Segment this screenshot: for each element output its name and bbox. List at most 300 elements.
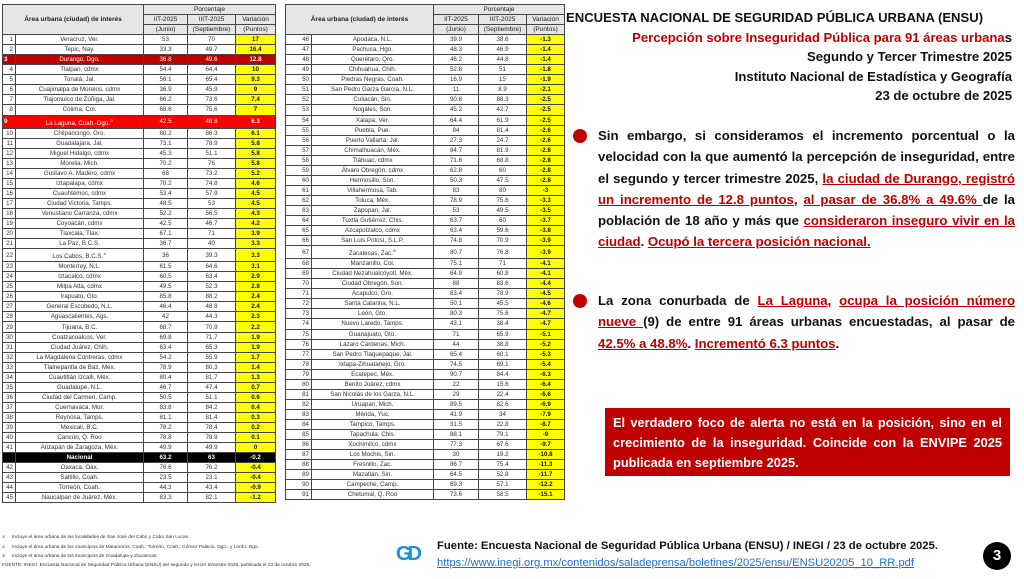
city-cell: Villahermosa, Tab.	[312, 185, 434, 195]
variation-cell: -4.1	[527, 259, 565, 269]
june-value-cell: 80.7	[434, 246, 479, 259]
city-cell: Tláhuac, cdmx	[312, 155, 434, 165]
june-value-cell: 62.8	[434, 165, 479, 175]
table-row	[286, 35, 565, 45]
rank-cell: 42	[3, 463, 16, 473]
september-value-cell: 53	[188, 198, 236, 208]
city-cell: Tampico, Tamps.	[312, 419, 434, 429]
rank-cell: 24	[3, 272, 16, 282]
rank-cell: 73	[286, 309, 312, 319]
september-value-cell: 80	[479, 185, 527, 195]
city-cell: Ciudad Juárez, Chih.	[16, 342, 144, 352]
june-value-cell: 43.1	[434, 319, 479, 329]
city-cell: Mazatlán, Sin.	[312, 470, 434, 480]
footnotes	[2, 532, 422, 570]
rank-cell: 29	[3, 322, 16, 332]
table-row	[286, 329, 565, 339]
rank-cell: 23	[3, 262, 16, 272]
september-value-cell: 65.3	[188, 342, 236, 352]
june-value-cell: 84.7	[434, 145, 479, 155]
city-cell: Ciudad Victoria, Tamps.	[16, 198, 144, 208]
table-row	[286, 205, 565, 215]
variation-cell: 1.7	[236, 352, 276, 362]
variation-cell: 2.4	[236, 292, 276, 302]
september-value-cell: 84.4	[479, 369, 527, 379]
city-cell: Reynosa, Tamps.	[16, 412, 144, 422]
september-value-cell: 60	[479, 215, 527, 225]
september-value-cell: 67.6	[479, 440, 527, 450]
rank-cell: 12	[3, 148, 16, 158]
table-row	[286, 269, 565, 279]
rank-cell: 49	[286, 65, 312, 75]
june-value-cell: 50.1	[434, 299, 479, 309]
variation-cell: 0.7	[236, 382, 276, 392]
variation-cell: 0.1	[236, 433, 276, 443]
table-row	[286, 246, 565, 259]
june-value-cell: 78.2	[144, 422, 188, 432]
june-value-cell: 69.3	[434, 480, 479, 490]
variation-cell: -3.3	[527, 195, 565, 205]
variation-cell: -3.9	[527, 236, 565, 246]
september-value-cell: 63	[188, 453, 236, 463]
rank-cell: 67	[286, 246, 312, 259]
september-value-cell: 47.4	[188, 382, 236, 392]
june-value-cell: 83.4	[434, 289, 479, 299]
september-value-cell: 38.6	[479, 35, 527, 45]
city-cell: Puerto Vallarta, Jal.	[312, 135, 434, 145]
september-value-cell: 45.9	[188, 85, 236, 95]
september-value-cell: 51.1	[188, 392, 236, 402]
header-iiit: IIIT-2025	[479, 15, 527, 25]
table-row	[3, 208, 276, 218]
city-cell: Oaxaca, Oax.	[16, 463, 144, 473]
table-row	[286, 115, 565, 125]
table-row	[3, 219, 276, 229]
city-cell: Nuevo Laredo, Tamps.	[312, 319, 434, 329]
table-row	[286, 299, 565, 309]
rank-cell: 88	[286, 460, 312, 470]
rank-cell: 56	[286, 135, 312, 145]
footnote-3: 3/ Incluye el área urbana de los municipios de Guadalupe y Zacatecas.	[2, 553, 158, 559]
june-value-cell: 54.2	[144, 352, 188, 362]
variation-cell: -1.4	[527, 45, 565, 55]
variation-cell: 9	[236, 85, 276, 95]
variation-cell: -9.7	[527, 440, 565, 450]
june-value-cell: 39.9	[434, 35, 479, 45]
variation-cell: -4.7	[527, 319, 565, 329]
june-value-cell: 53	[144, 35, 188, 45]
september-value-cell: 22.8	[479, 419, 527, 429]
city-cell: Chihuahua, Chih.	[312, 65, 434, 75]
rank-cell: 15	[3, 178, 16, 188]
city-cell: Coatzacoalcos, Ver.	[16, 332, 144, 342]
table-row	[3, 262, 276, 272]
source-text: Fuente: Encuesta Nacional de Seguridad Pública Urbana (ENSU) / INEGI / 23 de octubre 2025.	[437, 540, 938, 552]
table-row	[3, 105, 276, 115]
city-cell: Manzanillo, Col.	[312, 259, 434, 269]
table-row	[286, 45, 565, 55]
table-row	[3, 473, 276, 483]
city-cell: La Paz, B.C.S.	[16, 239, 144, 249]
variation-cell: -5.2	[527, 339, 565, 349]
city-cell: Tlaxcala, Tlax.	[16, 229, 144, 239]
page-number-badge: 3	[983, 542, 1011, 570]
city-cell: Cuauhtémoc, cdmx	[16, 188, 144, 198]
city-cell: Toluca, Méx.	[312, 195, 434, 205]
june-value-cell: 22	[434, 379, 479, 389]
table-row	[3, 302, 276, 312]
city-cell: Guanajuato, Gto.	[312, 329, 434, 339]
table-row	[3, 138, 276, 148]
table-row	[3, 148, 276, 158]
header-puntos: (Puntos)	[527, 25, 565, 35]
page-title: ENCUESTA NACIONAL DE SEGURIDAD PÚBLICA URBANA (ENSU)	[566, 10, 984, 25]
city-cell: La Magdalena Contreras, cdmx	[16, 352, 144, 362]
rank-cell: 72	[286, 299, 312, 309]
rank-cell: 1	[3, 35, 16, 45]
rank-cell: 58	[286, 155, 312, 165]
variation-cell: 10	[236, 65, 276, 75]
june-value-cell: 73.6	[434, 490, 479, 500]
variation-cell: 3.1	[236, 262, 276, 272]
table-row	[286, 226, 565, 236]
city-cell: Cuernavaca, Mor.	[16, 402, 144, 412]
rank-cell: 79	[286, 369, 312, 379]
variation-cell: 1.9	[236, 342, 276, 352]
september-value-cell: 43.4	[188, 483, 236, 493]
rank-cell: 61	[286, 185, 312, 195]
table-row	[286, 175, 565, 185]
table-row	[286, 236, 565, 246]
variation-cell: -2.5	[527, 95, 565, 105]
city-cell: Querétaro, Qro.	[312, 55, 434, 65]
rank-cell: 5	[3, 75, 16, 85]
rank-cell	[3, 453, 16, 463]
rank-cell: 14	[3, 168, 16, 178]
table-row	[286, 95, 565, 105]
table-row	[3, 75, 276, 85]
september-value-cell: 74.8	[188, 178, 236, 188]
table-row	[3, 178, 276, 188]
table-row	[3, 45, 276, 55]
city-cell: Apodaca, N.L.	[312, 35, 434, 45]
table-row	[3, 412, 276, 422]
september-value-cell: 42.7	[479, 105, 527, 115]
ranking-table-right	[285, 4, 565, 500]
table-row	[286, 490, 565, 500]
september-value-cell: 70	[188, 35, 236, 45]
table-row	[286, 185, 565, 195]
variation-cell: -6.3	[527, 369, 565, 379]
june-value-cell: 68	[144, 168, 188, 178]
rank-cell: 74	[286, 319, 312, 329]
rank-cell: 54	[286, 115, 312, 125]
table-row	[3, 322, 276, 332]
june-value-cell: 42	[144, 312, 188, 322]
june-value-cell: 27.3	[434, 135, 479, 145]
june-value-cell: 41.9	[434, 409, 479, 419]
table-row	[3, 342, 276, 352]
rank-cell: 87	[286, 450, 312, 460]
september-value-cell: 34	[479, 409, 527, 419]
table-row	[286, 309, 565, 319]
rank-cell: 89	[286, 470, 312, 480]
september-value-cell: 64.4	[188, 65, 236, 75]
rank-cell: 70	[286, 279, 312, 289]
june-value-cell: 63.7	[434, 215, 479, 225]
source-link[interactable]: https://www.inegi.org.mx/contenidos/saladeprensa/boletines/2025/ensu/ENSU20205_10_RR.pdf	[437, 557, 915, 569]
rank-cell: 33	[3, 362, 16, 372]
june-value-cell: 90.8	[434, 95, 479, 105]
table-row	[3, 352, 276, 362]
september-value-cell: 49.6	[188, 55, 236, 65]
rank-cell: 51	[286, 85, 312, 95]
table-row	[286, 65, 565, 75]
june-value-cell: 53	[434, 205, 479, 215]
september-value-cell: 65.4	[188, 75, 236, 85]
september-value-cell: 75.6	[188, 105, 236, 115]
city-cell: Guadalajara, Jal.	[16, 138, 144, 148]
city-cell: Álvaro Obregón, cdmx	[312, 165, 434, 175]
header-variacion: Variación	[236, 15, 276, 25]
variation-cell: 5.2	[236, 168, 276, 178]
variation-cell: 0	[236, 443, 276, 453]
city-cell: Venustiano Carranza, cdmx	[16, 208, 144, 218]
variation-cell: 17	[236, 35, 276, 45]
september-value-cell: 79.1	[479, 429, 527, 439]
city-cell: Chilpancingo, Gro.	[16, 128, 144, 138]
national-row	[3, 453, 276, 463]
september-value-cell: 82.6	[479, 399, 527, 409]
rank-cell: 6	[3, 85, 16, 95]
variation-cell: -4.5	[527, 289, 565, 299]
september-value-cell: 78.9	[479, 289, 527, 299]
rank-cell: 3	[3, 55, 16, 65]
table-row	[3, 239, 276, 249]
september-value-cell: 71	[188, 229, 236, 239]
table-row	[286, 409, 565, 419]
september-value-cell: 71	[479, 259, 527, 269]
september-value-cell: 70.9	[479, 236, 527, 246]
june-value-cell: 50.3	[434, 175, 479, 185]
september-value-cell: 78.4	[188, 422, 236, 432]
variation-cell: 4.2	[236, 219, 276, 229]
september-value-cell: 56.5	[188, 208, 236, 218]
variation-cell: -4.6	[527, 299, 565, 309]
june-value-cell: 65.4	[434, 349, 479, 359]
september-value-cell: 88.2	[188, 292, 236, 302]
variation-cell: -3.5	[527, 205, 565, 215]
variation-cell: -15.1	[527, 490, 565, 500]
variation-cell: -1.2	[236, 493, 276, 503]
city-cell: Nacional	[16, 453, 144, 463]
city-cell: San Nicolás de los Garza, N.L.	[312, 389, 434, 399]
variation-cell: -11.3	[527, 460, 565, 470]
city-cell: Uruapan, Mich.	[312, 399, 434, 409]
variation-cell: 5.8	[236, 158, 276, 168]
rank-cell: 84	[286, 419, 312, 429]
city-cell: Tepic, Nay.	[16, 45, 144, 55]
variation-cell: -2.6	[527, 135, 565, 145]
table-row	[3, 362, 276, 372]
city-cell: Saltillo, Coah.	[16, 473, 144, 483]
variation-cell: -4.4	[527, 279, 565, 289]
city-cell: León, Gto.	[312, 309, 434, 319]
september-value-cell: 60	[479, 165, 527, 175]
rank-cell: 86	[286, 440, 312, 450]
september-value-cell: 47.5	[479, 175, 527, 185]
table-row	[3, 443, 276, 453]
variation-cell: 2.3	[236, 312, 276, 322]
variation-cell: -5.3	[527, 349, 565, 359]
table-row	[3, 128, 276, 138]
city-cell: Tlalnepantla de Baz, Méx.	[16, 362, 144, 372]
table-row	[3, 392, 276, 402]
table-row	[286, 215, 565, 225]
table-row	[286, 165, 565, 175]
september-value-cell: 45.5	[479, 299, 527, 309]
header-porcentaje: Porcentaje	[144, 5, 276, 15]
header-septiembre: (Septiembre)	[479, 25, 527, 35]
june-value-cell: 81.1	[144, 412, 188, 422]
table-row	[286, 359, 565, 369]
june-value-cell: 71.6	[434, 155, 479, 165]
city-cell: Santa Catarina, N.L.	[312, 299, 434, 309]
june-value-cell: 80.3	[434, 309, 479, 319]
table-row	[286, 450, 565, 460]
june-value-cell: 46.4	[144, 302, 188, 312]
variation-cell: -2.5	[527, 105, 565, 115]
rank-cell: 55	[286, 125, 312, 135]
table-row	[286, 440, 565, 450]
rank-cell: 17	[3, 198, 16, 208]
rank-cell: 18	[3, 208, 16, 218]
city-cell: Tapachula, Chis.	[312, 429, 434, 439]
table-row	[3, 65, 276, 75]
variation-cell: -7.9	[527, 409, 565, 419]
city-cell: Veracruz, Ver.	[16, 35, 144, 45]
september-value-cell: 48.8	[188, 115, 236, 128]
september-value-cell: 76	[188, 158, 236, 168]
variation-cell: 4.3	[236, 208, 276, 218]
rank-cell: 31	[3, 342, 16, 352]
september-value-cell: 64.6	[188, 262, 236, 272]
footnote-mark: 3/	[392, 248, 397, 254]
city-cell: Ciudad Obregón, Son.	[312, 279, 434, 289]
rank-cell: 27	[3, 302, 16, 312]
june-value-cell: 75.1	[434, 259, 479, 269]
june-value-cell: 36.7	[144, 239, 188, 249]
variation-cell: 0.4	[236, 402, 276, 412]
september-value-cell: 46.7	[188, 219, 236, 229]
rank-cell: 30	[3, 332, 16, 342]
table-row	[3, 422, 276, 432]
table-row	[286, 480, 565, 490]
september-value-cell: 57.9	[188, 188, 236, 198]
june-value-cell: 63.2	[144, 453, 188, 463]
june-value-cell: 50.5	[144, 392, 188, 402]
header-puntos: (Puntos)	[236, 25, 276, 35]
june-value-cell: 84	[434, 125, 479, 135]
header-variacion: Variación	[527, 15, 565, 25]
variation-cell: -5.1	[527, 329, 565, 339]
june-value-cell: 49.9	[144, 443, 188, 453]
rank-cell: 53	[286, 105, 312, 115]
table-row	[286, 470, 565, 480]
table-row	[286, 349, 565, 359]
june-value-cell: 73.1	[144, 138, 188, 148]
june-value-cell: 11	[434, 85, 479, 95]
city-cell: Atizapán de Zaragoza, Méx.	[16, 443, 144, 453]
table-row	[3, 158, 276, 168]
variation-cell: -0.9	[236, 483, 276, 493]
city-cell: Tuxtla Gutiérrez, Chis.	[312, 215, 434, 225]
footnote-2: 2/ Incluye el área urbana de los municipios de Matamoros, Coah.; Torreón, Coah.; Gómez Palacio, Dgo.; y Lerdo, Dgo.	[2, 543, 259, 550]
june-value-cell: 63.4	[434, 226, 479, 236]
city-cell: Mérida, Yuc.	[312, 409, 434, 419]
gd-logo-icon: GD	[396, 543, 418, 565]
table-row	[286, 145, 565, 155]
city-cell: Tijuana, B.C.	[16, 322, 144, 332]
june-value-cell: 16.9	[434, 75, 479, 85]
city-cell: Puebla, Pue.	[312, 125, 434, 135]
rank-cell: 50	[286, 75, 312, 85]
city-cell: Piedras Negras, Coah.	[312, 75, 434, 85]
variation-cell: 9.3	[236, 75, 276, 85]
september-value-cell: 73.6	[188, 95, 236, 105]
variation-cell: 0.2	[236, 422, 276, 432]
september-value-cell: 15	[479, 75, 527, 85]
variation-cell: -9	[527, 429, 565, 439]
city-cell: Mexicali, B.C.	[16, 422, 144, 432]
september-value-cell: 63.4	[188, 272, 236, 282]
september-value-cell: 76.8	[479, 246, 527, 259]
september-value-cell: 81.7	[188, 372, 236, 382]
table-row	[286, 155, 565, 165]
variation-cell: -5.4	[527, 359, 565, 369]
city-cell: Pachuca, Hgo.	[312, 45, 434, 55]
city-cell: General Escobedo, N.L.	[16, 302, 144, 312]
footnote-mark: 2/	[110, 117, 114, 123]
june-value-cell: 83.8	[144, 402, 188, 412]
september-value-cell: 71.7	[188, 332, 236, 342]
variation-cell: -2.6	[527, 125, 565, 135]
city-cell: Iztacalco, cdmx	[16, 272, 144, 282]
rank-cell: 8	[3, 105, 16, 115]
june-value-cell: 68.7	[144, 322, 188, 332]
june-value-cell: 66.2	[144, 95, 188, 105]
june-value-cell: 48.5	[144, 198, 188, 208]
june-value-cell: 88.1	[434, 429, 479, 439]
variation-cell: 2.4	[236, 302, 276, 312]
city-cell: Ixtapa-Zihuatanejo, Gro.	[312, 359, 434, 369]
june-value-cell: 83	[434, 185, 479, 195]
june-value-cell: 70.2	[144, 178, 188, 188]
june-value-cell: 31.5	[434, 419, 479, 429]
city-cell: Guadalupe, N.L.	[16, 382, 144, 392]
rank-cell: 11	[3, 138, 16, 148]
september-value-cell: 46.9	[479, 45, 527, 55]
rank-cell: 40	[3, 433, 16, 443]
table-row	[3, 188, 276, 198]
city-cell: Cuajimalpa de Morelos, cdmx	[16, 85, 144, 95]
table-row	[286, 429, 565, 439]
city-cell: Torreón, Coah.	[16, 483, 144, 493]
june-value-cell: 68.6	[144, 105, 188, 115]
table-row	[3, 463, 276, 473]
bullet-text: La zona conurbada de La Laguna, ocupa la posición número nueve (9) de entre 91 áreas urbanas encuestadas, al pasar de 42.5% a 48.8%. Incrementó 6.3 puntos.	[598, 293, 1016, 351]
june-value-cell: 36.8	[144, 55, 188, 65]
